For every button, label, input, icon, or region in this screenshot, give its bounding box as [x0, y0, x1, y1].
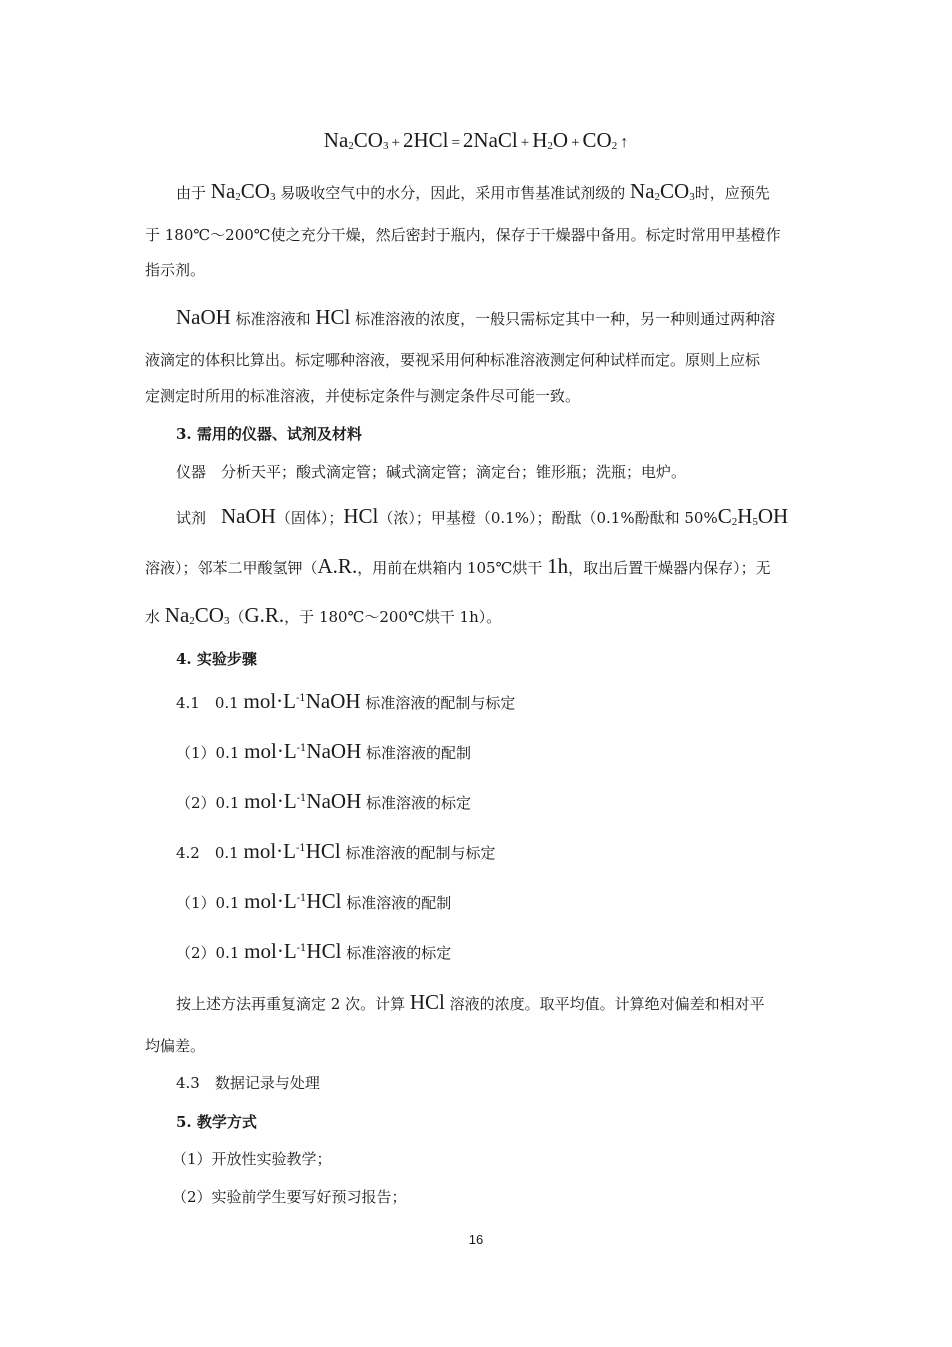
reagents-line-3: 水 $Na_2CO_3(G.R$.，于 180℃～200℃烘干 1h）。 — [145, 603, 502, 627]
repeat-line-2: 均偏差。 — [145, 1037, 206, 1055]
step-4-2: 4.2 0.1 $mol\cdot L^{-1}HCl$ 标准溶液的配制与标定 — [176, 839, 496, 863]
step-4-1: 4.1 0.1 $mol\cdot L^{-1}NaOH$ 标准溶液的配制与标定 — [176, 689, 516, 713]
reagents-line-2: 溶液）；邻苯二甲酸氢钾（A.R.，用前在烘箱内 105℃烘干 1h，取出后置干燥器内保存）；无 — [145, 554, 771, 578]
paragraph-2-line-3: 定测定时所用的标准溶液，并使标定条件与测定条件尽可能一致。 — [145, 387, 581, 405]
formula-hcl: 2HCl — [402, 128, 449, 152]
step-4-1-1: （1）0.1 $mol\cdot L^{-1}NaOH$ 标准溶液的配制 — [176, 739, 472, 763]
paragraph-1-line-1: 由于 $Na_2CO_3$ 易吸收空气中的水分，因此，采用市售基准试剂级的 $Na_2CO_3$时，应预先 — [176, 179, 770, 203]
step-4-1-2: （2）0.1 $mol\cdot L^{-1}NaOH$ 标准溶液的标定 — [176, 789, 472, 813]
reaction-equation: $Na_2CO_3 + 2HCl$ = 2NaCl + $H_2O + CO_2$ ↑ — [323, 128, 629, 152]
formula-co2: CO — [582, 128, 612, 152]
step-4-2-2: （2）0.1 $mol\cdot L^{-1}HCl$ 标准溶液的标定 — [176, 939, 452, 963]
page-number: 16 — [468, 1232, 484, 1247]
section-heading-5: 5. 教学方式 — [176, 1113, 257, 1131]
repeat-line-1: 按上述方法再重复滴定 2 次。计算 HCl 溶液的浓度。取平均值。计算绝对偏差和相对平 — [176, 990, 765, 1014]
paragraph-1-line-2: 于 180℃～200℃使之充分干燥，然后密封于瓶内，保存于干燥器中备用。标定时常用甲基橙作 — [145, 226, 781, 244]
step-4-3: 4.3 数据记录与处理 — [176, 1074, 320, 1092]
instruments-line: 仪器 分析天平；酸式滴定管；碱式滴定管；滴定台；锥形瓶；洗瓶；电炉。 — [176, 463, 687, 481]
section-heading-3: 3. 需用的仪器、试剂及材料 — [176, 425, 362, 443]
paragraph-2-line-1: NaOH 标准溶液和 HCl 标准溶液的浓度，一般只需标定其中一种，另一种则通过两种溶 — [176, 305, 776, 329]
formula-h2o: H — [532, 128, 548, 152]
formula-nacl: 2NaCl — [462, 128, 518, 152]
teaching-item-2: （2）实验前学生要写好预习报告； — [172, 1188, 407, 1206]
gas-arrow-icon: ↑ — [620, 134, 629, 151]
step-4-2-1: （1）0.1 $mol\cdot L^{-1}HCl$ 标准溶液的配制 — [176, 889, 452, 913]
reagents-line-1: 试剂 NaOH（固体）；HCl（浓）；甲基橙（0.1%）；酚酞（0.1%酚酞和 $50\%C_2H_5OH$ — [176, 504, 789, 528]
formula-na2co3: Na — [323, 128, 349, 152]
paragraph-1-line-3: 指示剂。 — [145, 261, 206, 279]
section-heading-4: 4. 实验步骤 — [176, 650, 257, 668]
teaching-item-1: （1）开放性实验教学； — [172, 1150, 332, 1168]
paragraph-2-line-2: 液滴定的体积比算出。标定哪种溶液，要视采用何种标准溶液测定何种试样而定。原则上应标 — [145, 351, 761, 369]
